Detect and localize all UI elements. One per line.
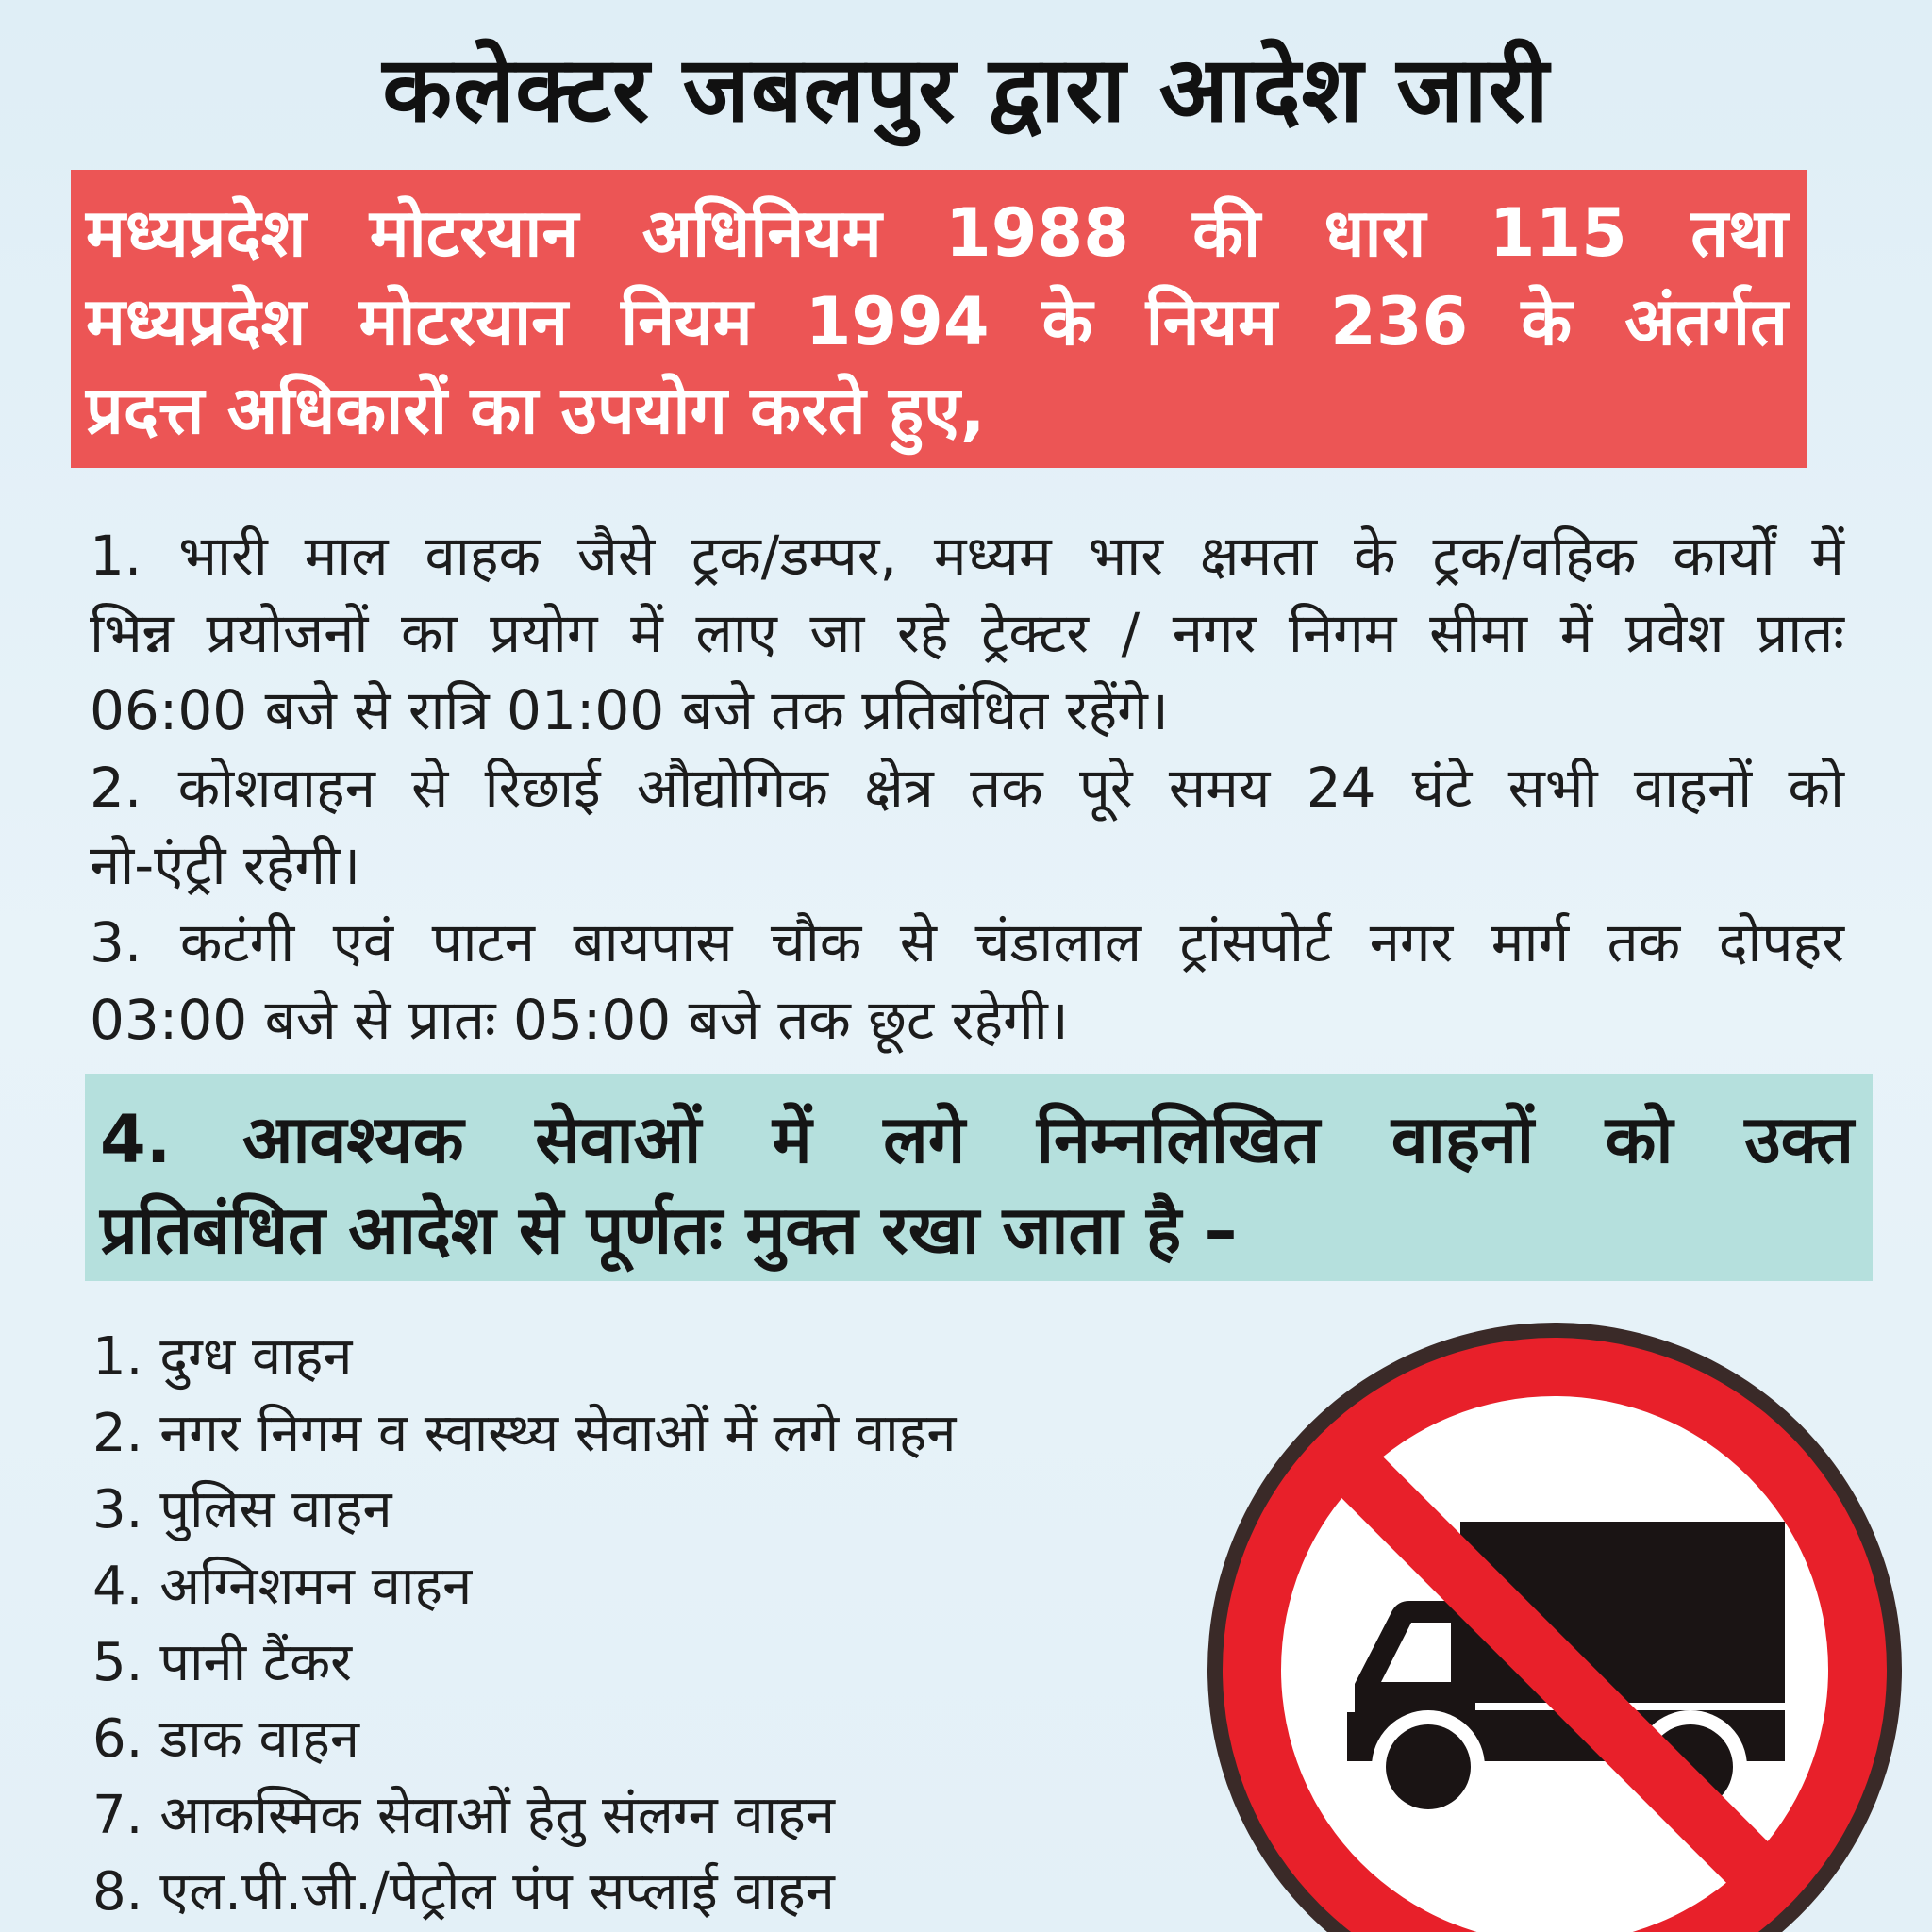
- list-item: 7. आकस्मिक सेवाओं हेतु संलग्न वाहन: [92, 1785, 835, 1846]
- list-item: 8. एल.पी.जी./पेट्रोल पंप सप्लाई वाहन: [92, 1861, 835, 1923]
- order-2-line-1: 2. कोशवाहन से रिछाई औद्योगिक क्षेत्र तक पूरे समय 24 घंटे सभी वाहनों को: [90, 756, 1844, 820]
- exemption-banner: [85, 1074, 1873, 1281]
- list-item: 3. पुलिस वाहन: [92, 1479, 392, 1541]
- order-2-line-2: नो-एंट्री रहेगी।: [90, 833, 361, 897]
- list-item: 6. डाक वाहन: [92, 1708, 359, 1770]
- list-item: 2. नगर निगम व स्वास्थ्य सेवाओं में लगे वाहन: [92, 1403, 957, 1464]
- orders-section: [90, 517, 1844, 1058]
- order-3-line-2: 03:00 बजे से प्रातः 05:00 बजे तक छूट रहेगी।: [90, 988, 1069, 1052]
- authority-line-3: प्रदत्त अधिकारों का उपयोग करते हुए,: [86, 372, 986, 449]
- page-title: कलेक्टर जबलपुर द्वारा आदेश जारी: [382, 37, 1550, 142]
- order-2: [90, 749, 1844, 904]
- authority-line-1: मध्यप्रदेश मोटरयान अधिनियम 1988 की धारा 115 तथा: [86, 194, 1788, 272]
- order-1: [90, 517, 1844, 749]
- order-1-line-1: 1. भारी माल वाहक जैसे ट्रक/डम्पर, मध्यम भार क्षमता के ट्रक/वहिक कार्यों में: [90, 524, 1844, 588]
- exemption-line-2: प्रतिबंधित आदेश से पूर्णतः मुक्त रखा जाता है –: [100, 1191, 1238, 1269]
- authority-line-2: मध्यप्रदेश मोटरयान नियम 1994 के नियम 236 के अंतर्गत: [86, 283, 1788, 360]
- order-3-line-1: 3. कटंगी एवं पाटन बायपास चौक से चंडालाल ट्रांसपोर्ट नगर मार्ग तक दोपहर: [90, 910, 1844, 974]
- exemption-line-1: 4. आवश्यक सेवाओं में लगे निम्नलिखित वाहनों को उक्त: [100, 1101, 1854, 1178]
- list-item: 1. दुग्ध वाहन: [92, 1326, 353, 1388]
- exempt-vehicle-list: [92, 1319, 1177, 1930]
- no-truck-icon: [1196, 1297, 1913, 1932]
- order-3: [90, 904, 1844, 1058]
- order-1-line-3: 06:00 बजे से रात्रि 01:00 बजे तक प्रतिबंधित रहेंगे।: [90, 678, 1169, 742]
- order-1-line-2: भिन्न प्रयोजनों का प्रयोग में लाए जा रहे ट्रेक्टर / नगर निगम सीमा में प्रवेश प्रातः: [90, 601, 1844, 665]
- list-item: 5. पानी टैंकर: [92, 1632, 353, 1693]
- list-item: 4. अग्निशमन वाहन: [92, 1556, 473, 1617]
- authority-banner: [71, 170, 1807, 468]
